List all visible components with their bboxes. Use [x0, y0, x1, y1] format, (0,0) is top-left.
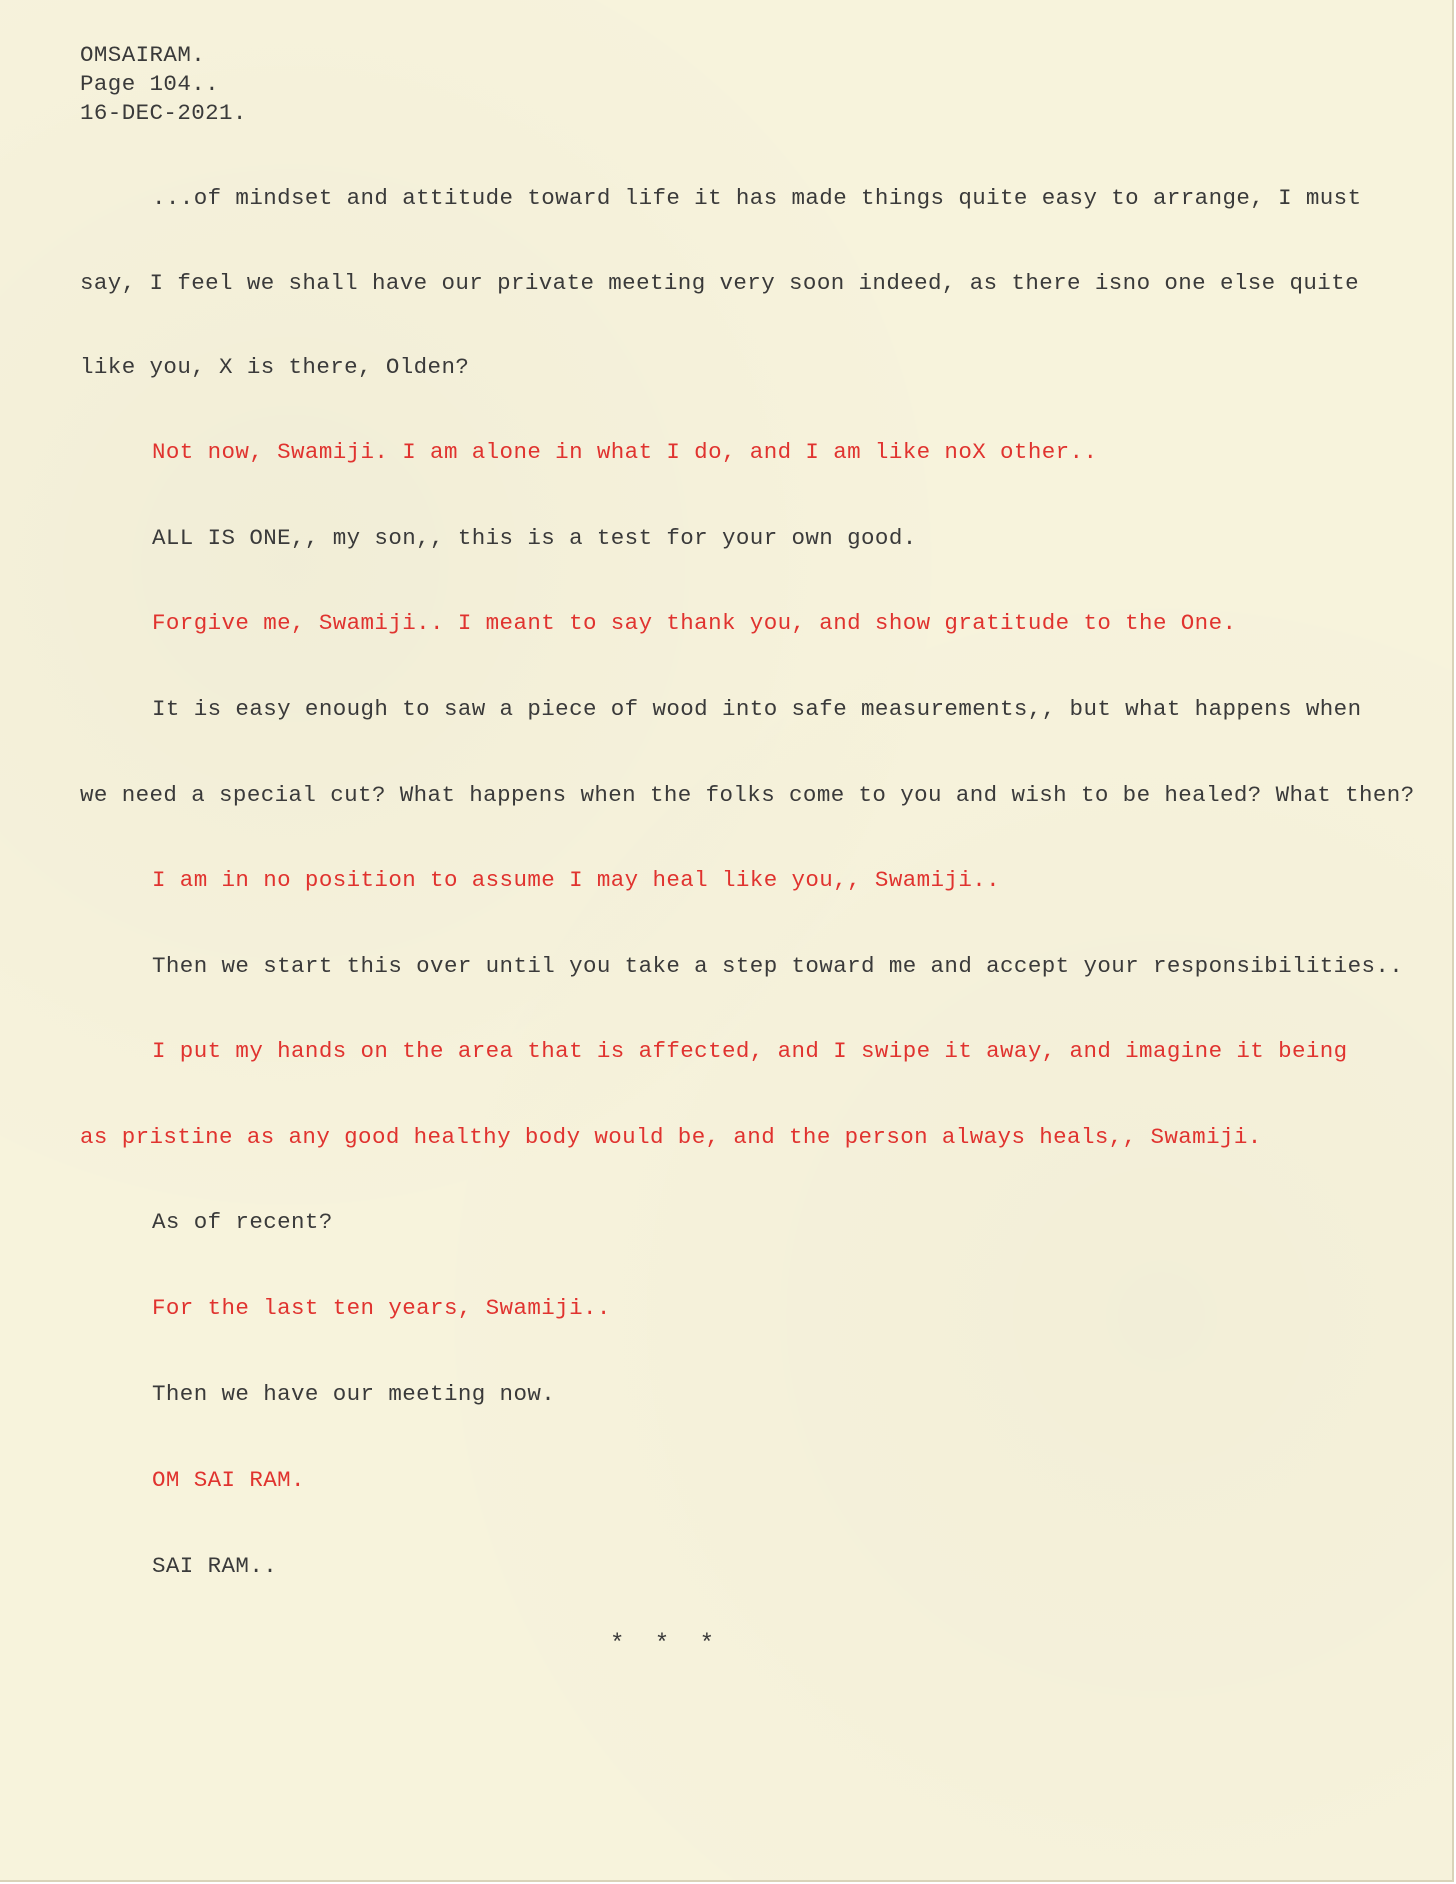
- body-line-6: we need a special cut? What happens when the folks come to you and wish to be healed? What then?: [80, 782, 1415, 808]
- header-date: 16-DEC-2021.: [80, 100, 247, 126]
- body-line-7: Then we start this over until you take a step toward me and accept your responsibilities..: [152, 953, 1404, 979]
- reply-line-1: Not now, Swamiji. I am alone in what I do, and I am like noX other..: [152, 439, 1098, 465]
- header-title: OMSAIRAM.: [80, 42, 206, 68]
- body-line-10: SAI RAM..: [152, 1553, 278, 1579]
- header-page-number: Page 104..: [80, 71, 220, 97]
- body-line-4: ALL IS ONE,, my son,, this is a test for your own good.: [152, 525, 917, 551]
- reply-line-5: as pristine as any good healthy body would be, and the person always heals,, Swamiji.: [80, 1124, 1262, 1150]
- body-line-5: It is easy enough to saw a piece of wood into safe measurements,, but what happens when: [152, 696, 1362, 722]
- body-line-1: ...of mindset and attitude toward life it has made things quite easy to arrange, I must: [152, 185, 1362, 211]
- reply-line-2: Forgive me, Swamiji.. I meant to say thank you, and show gratitude to the One.: [152, 610, 1237, 636]
- reply-line-7: OM SAI RAM.: [152, 1467, 305, 1493]
- reply-line-3: I am in no position to assume I may heal like you,, Swamiji..: [152, 867, 1001, 893]
- end-mark: * * *: [610, 1631, 723, 1658]
- reply-line-6: For the last ten years, Swamiji..: [152, 1295, 611, 1321]
- body-line-3: like you, X is there, Olden?: [80, 354, 470, 380]
- body-line-8: As of recent?: [152, 1209, 333, 1235]
- body-line-2: say, I feel we shall have our private meeting very soon indeed, as there isno one else quite: [80, 270, 1360, 296]
- reply-line-4: I put my hands on the area that is affected, and I swipe it away, and imagine it being: [152, 1038, 1348, 1064]
- body-line-9: Then we have our meeting now.: [152, 1381, 556, 1407]
